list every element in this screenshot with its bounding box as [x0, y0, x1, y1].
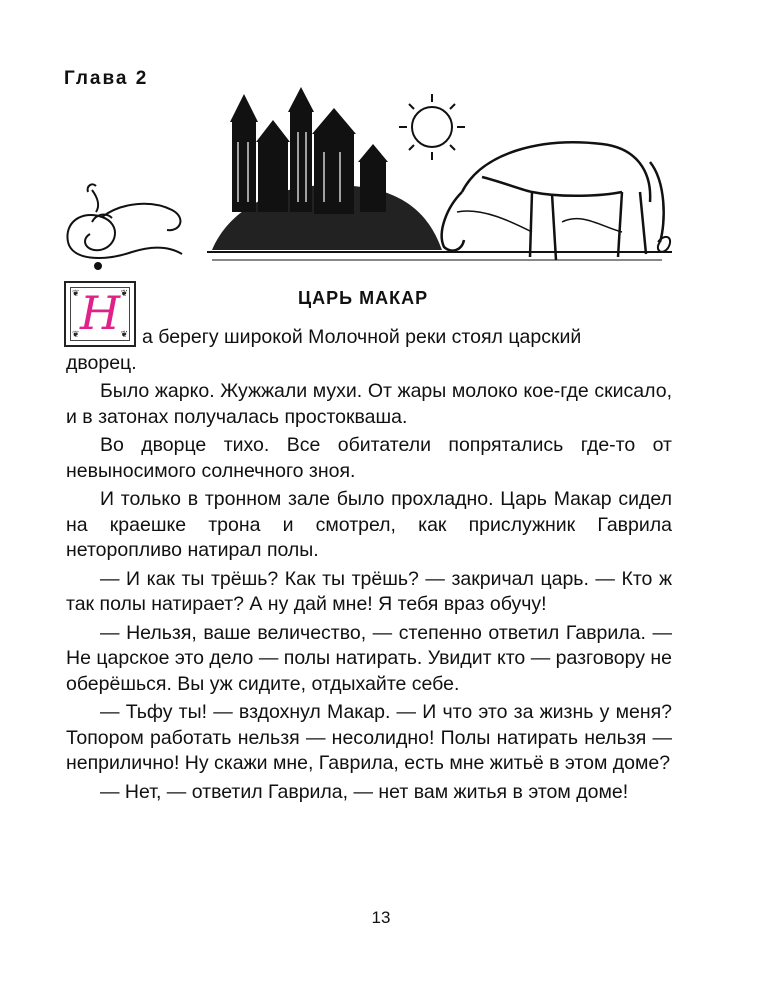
chapter-illustration	[62, 82, 672, 277]
paragraph: — И как ты трёшь? Как ты трёшь? — закричал царь. — Кто ж так полы натирает? А ну дай мне! Я тебя враз обучу!	[66, 567, 672, 615]
paragraph: — Тьфу ты! — вздохнул Макар. — И что это за жизнь у меня? Топором работать нельзя — несолидно! Полы натирать нельзя — неприлично! Ну скажи мне, Гаврила, есть мне житьё в этом доме?	[66, 701, 672, 774]
castle	[230, 87, 388, 214]
chapter-heading: Глава 2	[64, 68, 149, 89]
drop-cap-letter: Н	[79, 286, 121, 340]
sun-icon	[399, 94, 465, 160]
paragraph: Во дворце тихо. Все обитатели попрятались где-то от невыносимого солнечного зноя.	[66, 434, 672, 482]
horse	[442, 142, 664, 260]
story-text	[66, 325, 672, 808]
paragraph: дворец.	[66, 351, 137, 374]
story-title: ЦАРЬ МАКАР	[298, 288, 429, 308]
first-line: а берегу широкой Молочной реки стоял царский	[142, 326, 582, 348]
paragraph: Было жарко. Жужжали мухи. От жары молоко кое-где скисало, и в затонах получалась простокваша.	[66, 380, 672, 428]
flourish-ornament	[67, 184, 182, 269]
drop-cap: ❦ ❦ ❦ ❦ Н	[64, 281, 136, 347]
paragraph: И только в тронном зале было прохладно. Царь Макар сидел на краешке трона и смотрел, как прислужник Гаврила неторопливо натирал полы.	[66, 488, 672, 561]
page-number: 13	[371, 908, 391, 927]
paragraph: — Нельзя, ваше величество, — степенно ответил Гаврила. — Не царское это дело — полы натирать. Увидит кто — разговору не оберёшься. Вы уж сидите, отдыхайте себе.	[66, 621, 672, 695]
paragraph: — Нет, — ответил Гаврила, — нет вам житья в этом доме!	[100, 780, 629, 803]
